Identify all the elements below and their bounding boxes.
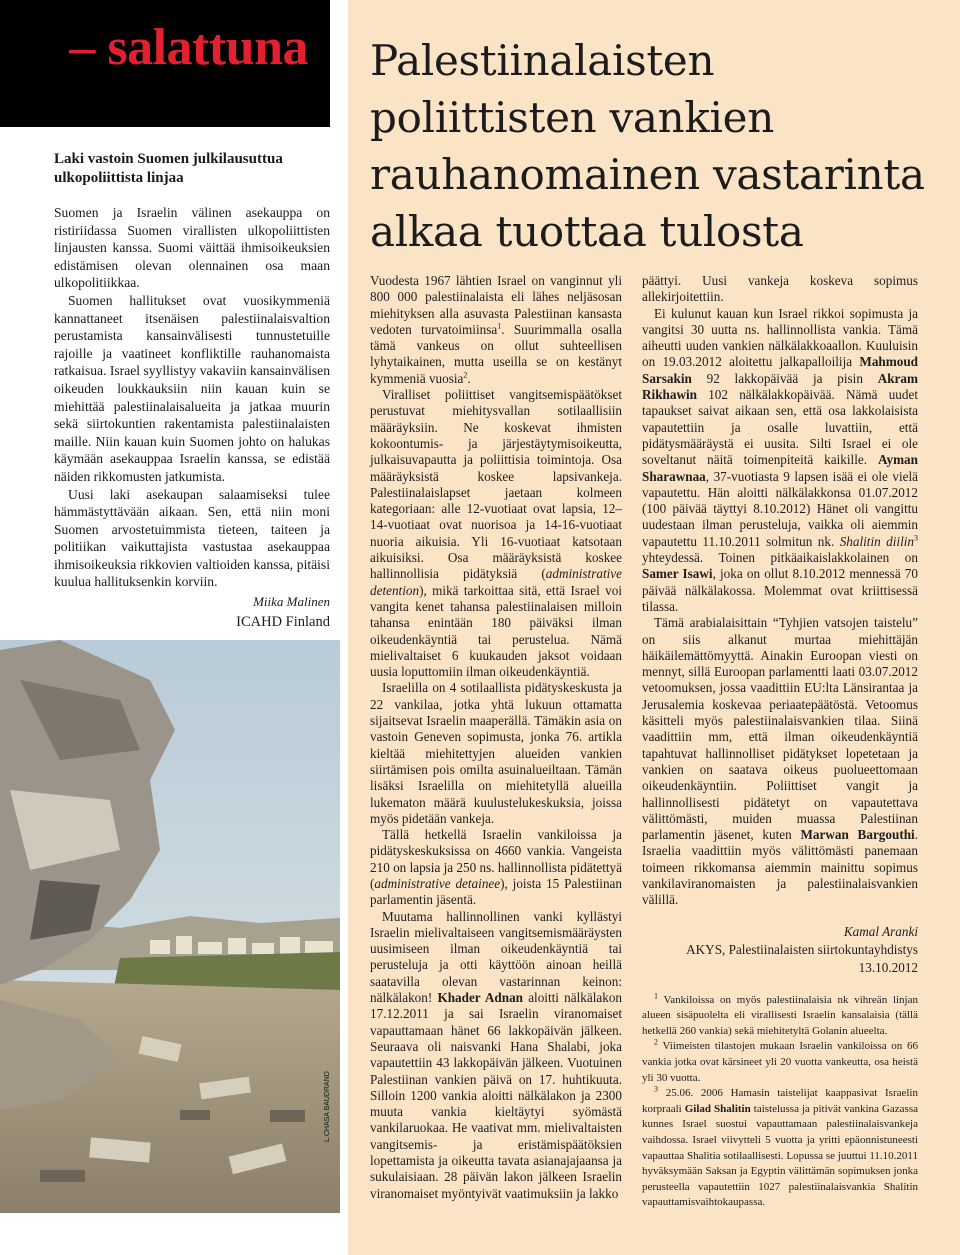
left-org: ICAHD Finland <box>236 614 330 630</box>
right-signature <box>642 923 918 977</box>
left-signature <box>236 592 330 632</box>
left-heading: Laki vastoin Suomen julkilausuttua ulkopoliittista linjaa <box>54 151 283 186</box>
article-paragraph: Tällä hetkellä Israelin vankiloissa ja pidätyskeskuksissa on 4660 vankia. Vangeista 210 on lapsia ja 250 ns. hallinnollista pidätettyä (administrative detainee), joista 15 Palestiinan parlamentin jäsentä. <box>370 827 622 908</box>
title-line: Palestiinalaisten <box>370 36 715 85</box>
article-title <box>370 32 950 260</box>
left-column <box>0 0 348 1255</box>
footnotes <box>642 990 918 1211</box>
banner-title: – salattuna <box>69 19 308 76</box>
section-banner <box>0 0 330 127</box>
article-paragraph: Muutama hallinnollinen vanki kyllästyi Israelin mielivaltaiseen vangitsemismääräysten uusimiseen ilman oikeudenkäyntiä tai perusteluja ja otti käyttöön ainoan heillä saatavilla olevan vastarinnan keinon: nälkälakon! Khader Adnan aloitti nälkälakon 17.12.2011 ja sai Israelin viranomaiset vapauttamaan hänet 66 lakkopäivän jälkeen. Seuraava oli naisvanki Hana Shalabi, joka vapautettiin 43 lakkopäivän jälkeen. Vuotuinen Palestiinan vankien päivä on 17. huhtikuuta. Silloin 1200 vankia aloitti nälkälakon ja 2300 muuta vankia kieltäytyi syömästä vankilaruokaa. He vaativat mm. mielivaltaisten vangitsemis- ja eristämispäätöksien lopettamista ja oikeutta tavata asianajajaansa ja sukulaisiaan. 28 päivän lakon jälkeen Israelin viranomaiset myöntyivät vaatimuksiin ja lakko <box>370 908 623 1201</box>
article-paragraph: Viralliset poliittiset vangitsemispäätökset perustuvat miehitysvallan sotilaallisiin määräyksiin. Ne koskevat ihmisten kokoontumis- ja järjestäytymisoikeutta, julkaisuvapautta ja poliittisia toimintoja. Osa määräyksistä koskee lapsivankeja. Palestiinalaislapset jaetaan kolmeen kategoriaan: alle 12-vuotiaat ovat lapsia, 12–14-vuotiaat ovat nuorisoa ja 14-16-vuotiaat nuoria aikuisia. Yli 16-vuotiaat katsotaan aikuisiksi. Osa määräyksistä koskee hallinnollisia pidätyksiä (administrative detention), mikä tarkoittaa sitä, että Israel voi vangita kenet tahansa palestiinalaisen milloin tahansa enintään 180 päiväksi ilman oikeudenkäyntiä tai perustelua. Nämä mielivaltaiset 6 kuukauden jaksot voidaan uusia loputtomiin ilman oikeudenkäyntiä. <box>370 387 622 680</box>
left-body <box>54 204 330 591</box>
article-paragraph: Israelilla on 4 sotilaallista pidätyskeskusta ja 22 vankilaa, jotka yhtä lukuun ottamatta sijaitsevat Israelin maaperällä. Tämäkin asia on vastoin Geneven sopimusta, jonka 76. artikla kieltää miehitettyjen alueiden vankien siirtämisen pois omilta asuinalueiltaan. Tämän lisäksi Israelilla on miehitetyllä alueilla lukematon määrä kuulustelukeskuksia, joissa myös pidetään vankeja. <box>370 680 622 826</box>
article-column-1 <box>370 273 622 1202</box>
signature-date: 13.10.2012 <box>858 959 918 975</box>
footnote: $^2$ Viimeisten tilastojen mukaan Israelin vankiloissa on 66 vankia jotka ovat kärsineet yli 20 vuotta vankeutta, osa heistä yli 30 vuotta. <box>642 1037 918 1084</box>
right-org: AKYS, Palestiinalaisten siirtokuntayhdistys <box>686 941 918 957</box>
title-line: rauhanomainen vastarinta <box>370 150 925 199</box>
title-line: alkaa tuottaa tulosta <box>370 207 804 256</box>
title-line: poliittisten vankien <box>370 93 774 142</box>
ruins-photo <box>0 640 340 1213</box>
article-paragraph: Ei kulunut kauan kun Israel rikkoi sopimusta ja vangitsi 30 uutta ns. hallinnollista vankia. Tämä aiheutti uuden vankien nälkälakkoaallon. Kuuluisin on 19.03.2012 aloitettu jalkapalloilija Mahmoud Sarsakin 92 lakkopäivää ja pisin Akram Rikhawin 102 nälkälakkopäivää. Nämä uudet tapaukset saivat aikaan sen, että osa lakkolaisista vapautettiin ja osalle luvattiin, että pidätysmääräystä ei uusita. Silti Israel ei ole soveltanut näitä toimenpiteitä kaikille. Ayman Sharawnaa, 37-vuotiasta 9 lapsen isää ei ole vielä vapautettu. Hän aloitti nälkälakkonsa 01.07.2012 (100 päivää täyttyi 8.10.2012) Hänet oli vangittu uudestaan ilman perusteluja, vaikka oli aiemmin vapautettu 11.10.2011 solmitun nk. Shalitin diilin$^3$ yhteydessä. Toinen pitkäaikaislakkolainen on Samer Isawi, joka on ollut 8.10.2012 mennessä 70 päivää nälkälakossa. Molemmat ovat kriittisessä tilassa. <box>642 305 918 614</box>
article-paragraph: Tämä arabialaisittain “Tyhjien vatsojen taistelu” on siis alkanut murtaa miehittäjän häikäilemättömyyttä. Ainakin Euroopan viesti on mennyt, sillä Euroopan parlamentti laati 03.07.2012 vetoomuksen, jossa vaadittiin EU:lta Länsirantaa ja Jerusalemia koskevaa periaatepäätöstä. Vetoomus käsitteli myös palestiinalaisvankien tilaa. Siinä vaadittiin mm, että ilman oikeudenkäyntiä tapahtuvat hallinnolliset pidätykset lopetetaan ja vankien on saatava oikeus puolueettomaan oikeudenkäyntiin. Poliittiset vangit ja hallinnollisesti pidätetyt on vapautettava välittömästi, muiden muassa Palestiinan parlamentin jäsenet, kuten Marwan Bargouthi. Israelia vaadittiin myös välittömästi panemaan toimeen rikkomansa aiemmin mainittu sopimus vankilaviranomaisten ja palestiinalaisvankien välillä. <box>642 615 918 908</box>
article-panel <box>348 0 960 1255</box>
ruins-photo-image <box>0 640 340 1213</box>
left-paragraph: Uusi laki asekaupan salaamiseksi tulee hämmästyttävään aikaan. Sen, että niin moni Suomen arvostetuimmista tieteen, taiteen ja politiikan vaikuttajista vastustaa asekauppaa ihmisoikeuksia rikkovien valtioiden kanssa, pitäisi kuulua hallituksenkin korviin. <box>54 486 330 590</box>
article-paragraph: Vuodesta 1967 lähtien Israel on vanginnut yli 800 000 palestiinalaista eli lähes neljäsosan miehityksen alla asuvasta Palestiinan kansasta vedoten turvatoimiinsa$^1$. Suurimmalla osalla tämä vankeus on ollut suhteellisen lyhytaikainen, mutta useilla se on kestänyt kymmeniä vuosia$^2$. <box>370 273 623 386</box>
article-column-2 <box>642 273 918 1211</box>
left-paragraph: Suomen ja Israelin välinen asekauppa on ristiriidassa Suomen virallisten ulkopoliittisten linjausten kanssa. Suomi väittää ihmisoikeuksien edistämisen olevan olennainen osa maan ulkopolitiikkaa. <box>54 205 330 291</box>
right-author: Kamal Aranki <box>843 923 918 939</box>
footnote: $^1$ Vankiloissa on myös palestiinalaisia nk vihreän linjan alueen sisäpuolelta eli virallisesti Israelin kansalaisia (tällä hetkellä 260 vankia) sekä miehitetyltä Golanin alueelta. <box>642 990 918 1037</box>
left-paragraph: Suomen hallitukset ovat vuosikymmeniä kannattaneet itsenäisen palestiinalaisvaltion perustamista kansainvälisesti tunnustetuille rajoille ja vaatineet konfliktille rauhanomaista ratkaisua. Israel syyllistyy vakaviin kansainvälisen oikeuden loukkauksiin niin kauan kuin se miehittää palestiinalaisalueita ja jatkaa muurin sekä siirtokuntien rakentamista palestiinalaisten maille. Niin kauan kuin Suomen johto on halukas käymään asekauppaa Israelin kanssa, se edistää näiden rikkomusten jatkumista. <box>54 292 330 484</box>
article-paragraph: päättyi. Uusi vankeja koskeva sopimus allekirjoitettiin. <box>642 273 918 305</box>
footnote: $^3$ 25.06. 2006 Hamasin taistelijat kaappasivat Israelin korpraali Gilad Shalitin taistelussa ja pitivät vankina Gazassa kunnes Israel suostui vapauttamaan palestiinalaisvankeja vaihdossa. Israel viivytteli 5 vuotta ja yritti epäonnistuneesti vapauttaa Shalitia sotilaallisesti. Lopussa se juuttui 11.10.2011 hyväksymään Saksan ja Egyptin välittämän sopimuksen jonka perusteella vapautettiin 1027 palestiinalaisvankia Shalitin vapauttamisvaihtokaupassa. <box>642 1084 918 1209</box>
left-author: Miika Malinen <box>253 594 330 609</box>
photo-credit <box>324 1130 331 1142</box>
